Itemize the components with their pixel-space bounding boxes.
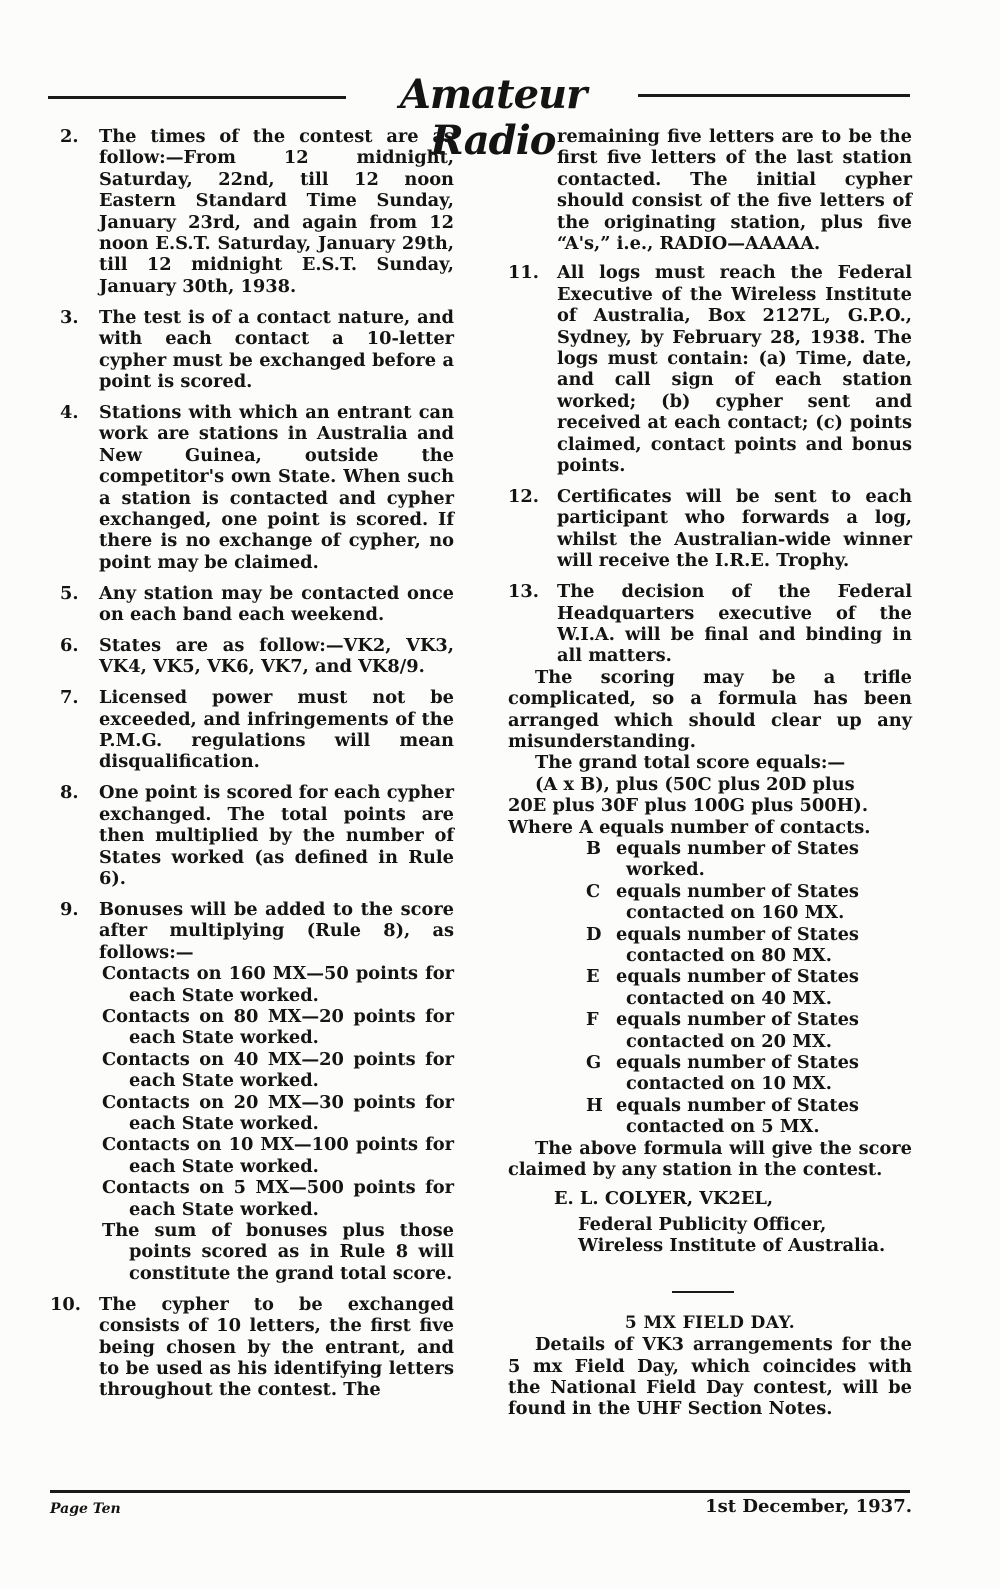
definition-line: worked. xyxy=(626,859,705,881)
issue-date: 1st December, 1937. xyxy=(705,1496,912,1517)
rule-number: 12. xyxy=(508,486,539,507)
rule-text: The decision of the Federal Headquarters executive of the W.I.A. will be final and binding in all matters. xyxy=(557,581,912,667)
rule-item-5 xyxy=(50,583,454,626)
bonus-summary: The sum of bonuses plus those points scored as in Rule 8 will constitute the grand total score. xyxy=(102,1220,454,1284)
definition-line: equals number of States xyxy=(616,1094,859,1116)
left-column xyxy=(50,126,454,1410)
definition-line: contacted on 10 MX. xyxy=(626,1073,832,1095)
rule-text: Certificates will be sent to each participant who forwards a log, whilst the Australian-wide winner will receive the I.R.E. Trophy. xyxy=(557,486,912,572)
definition-line: equals number of States xyxy=(616,838,859,859)
rule-item-13 xyxy=(508,581,912,667)
rule-number: 6. xyxy=(60,634,79,656)
rule-item-2 xyxy=(50,126,454,297)
page-number: Page Ten xyxy=(50,1501,121,1517)
rule-item-10-continued: remaining five letters are to be the first five letters of the last station contacted. The initial cypher should consist of the five letters of the originating station, plus five “A's,” i.e., RADIO—AAAAA. xyxy=(557,126,912,255)
rule-number: 10. xyxy=(50,1293,81,1315)
masthead-title: Amateur Radio xyxy=(399,71,587,164)
scoring-paragraph: The scoring may be a trifle complicated, so a formula has been arranged which should clear up any misunderstanding. xyxy=(508,666,912,752)
rule-text: Bonuses will be added to the score after multiplying (Rule 8), as follows:— xyxy=(99,898,454,963)
definition-line: contacted on 20 MX. xyxy=(626,1030,832,1052)
rule-item-11 xyxy=(508,262,912,476)
right-column xyxy=(508,126,912,1420)
formula-definition-h xyxy=(508,1095,912,1138)
field-day-heading: 5 MX FIELD DAY. xyxy=(624,1312,796,1333)
definition-line: contacted on 40 MX. xyxy=(626,987,832,1009)
signature-organisation: Wireless Institute of Australia. xyxy=(578,1235,886,1257)
formula-line-2: 20E plus 30F plus 100G plus 500H). xyxy=(508,795,869,817)
definition-letter: H xyxy=(586,1094,603,1116)
bonus-line: Contacts on 80 MX—20 points for each State worked. xyxy=(102,1005,454,1049)
definition-line: equals number of States xyxy=(616,880,859,902)
rule-item-4 xyxy=(50,402,454,573)
rule-text: The times of the contest are as follow:—From 12 midnight, Saturday, 22nd, till 12 noon Eastern Standard Time Sunday, January 23rd, and again from 12 noon E.S.T. Saturday, January 29th, till 12 midnight E.S.T. Sunday, January 30th, 1938. xyxy=(99,126,454,297)
definition-letter: G xyxy=(586,1052,602,1074)
definition-line: contacted on 80 MX. xyxy=(626,945,832,967)
rule-number: 9. xyxy=(60,898,79,920)
bonus-line: Contacts on 10 MX—100 points for each State worked. xyxy=(102,1134,454,1177)
rule-item-8 xyxy=(50,782,454,889)
rule-item-3 xyxy=(50,307,454,393)
rule-text: All logs must reach the Federal Executive of the Wireless Institute of Australia, Box 2127L, G.P.O., Sydney, by February 28, 1938. The logs must contain: (a) Time, date, and call sign of each station worked; (b) cypher sent and received at each contact; (c) points claimed, contact points and bonus points. xyxy=(557,262,912,477)
rule-text: Stations with which an entrant can work are stations in Australia and New Guinea, outside the competitor's own State. When such a station is contacted and cypher exchanged, one point is scored. If there is no exchange of cypher, no point may be claimed. xyxy=(99,401,454,573)
definition-letter: E xyxy=(586,966,600,988)
signature-name: E. L. COLYER, VK2EL, xyxy=(554,1187,774,1209)
definition-line: contacted on 160 MX. xyxy=(626,902,845,924)
rule-number: 2. xyxy=(60,126,79,147)
definition-letter: F xyxy=(586,1009,599,1031)
rule-number: 7. xyxy=(60,687,79,709)
definition-letter: D xyxy=(586,923,602,945)
rule-text: The test is of a contact nature, and with each contact a 10-letter cypher must be exchanged before a point is scored. xyxy=(99,306,454,392)
bonus-line: Contacts on 5 MX—500 points for each State worked. xyxy=(102,1177,454,1220)
rule-number: 3. xyxy=(60,306,79,328)
rule-number: 8. xyxy=(60,782,79,804)
closing-paragraph: The above formula will give the score claimed by any station in the contest. xyxy=(508,1137,912,1181)
rule-item-12 xyxy=(508,486,912,572)
rule-number: 4. xyxy=(60,401,79,423)
rule-item-10 xyxy=(50,1294,454,1401)
formula-line-1: (A x B), plus (50C plus 20D plus xyxy=(535,773,855,795)
formula-definition-g xyxy=(508,1052,912,1095)
rule-item-7 xyxy=(50,687,454,773)
formula-where-a: Where A equals number of contacts. xyxy=(508,816,871,838)
rule-text: The cypher to be exchanged consists of 10 letters, the first five being chosen by the entrant, and to be used as his identifying letters throughout the contest. The xyxy=(99,1293,454,1401)
field-day-text: Details of VK3 arrangements for the 5 mx Field Day, which coincides with the National Field Day contest, will be found in the UHF Section Notes. xyxy=(508,1334,912,1420)
formula-definition-d xyxy=(508,924,912,967)
masthead xyxy=(48,71,910,164)
formula-definition-e xyxy=(508,966,912,1009)
bonus-line: Contacts on 160 MX—50 points for each State worked. xyxy=(102,963,454,1006)
rule-text: One point is scored for each cypher exchanged. The total points are then multiplied by the number of States worked (as defined in Rule 6). xyxy=(99,782,454,889)
rule-text: Licensed power must not be exceeded, and infringements of the P.M.G. regulations will mean disqualification. xyxy=(99,687,454,773)
definition-line: contacted on 5 MX. xyxy=(626,1116,820,1138)
rule-item-6 xyxy=(50,635,454,678)
rule-number: 13. xyxy=(508,581,539,603)
rule-item-9 xyxy=(50,899,454,1284)
rule-number: 11. xyxy=(508,262,539,284)
rule-text: States are as follow:—VK2, VK3, VK4, VK5, VK6, VK7, and VK8/9. xyxy=(99,634,454,678)
formula-definition-c xyxy=(508,881,912,924)
bonus-line: Contacts on 40 MX—20 points for each State worked. xyxy=(102,1048,454,1092)
rule-number: 5. xyxy=(60,582,79,604)
section-divider xyxy=(672,1291,734,1293)
footer-rule xyxy=(50,1490,910,1493)
masthead-rule-right xyxy=(638,94,910,97)
definition-line: equals number of States xyxy=(616,966,859,988)
bonus-line: Contacts on 20 MX—30 points for each State worked. xyxy=(102,1091,454,1134)
definition-letter: B xyxy=(586,838,602,859)
masthead-rule-left xyxy=(48,96,346,99)
definition-letter: C xyxy=(586,880,601,902)
formula-definition-f xyxy=(508,1009,912,1052)
grand-total-line: The grand total score equals:— xyxy=(535,752,846,774)
formula-definition-b xyxy=(508,838,912,881)
definition-line: equals number of States xyxy=(616,923,859,945)
definition-line: equals number of States xyxy=(616,1052,859,1074)
signature-title: Federal Publicity Officer, xyxy=(578,1213,827,1235)
rule-text: Any station may be contacted once on each band each weekend. xyxy=(99,582,454,626)
definition-line: equals number of States xyxy=(616,1009,859,1031)
